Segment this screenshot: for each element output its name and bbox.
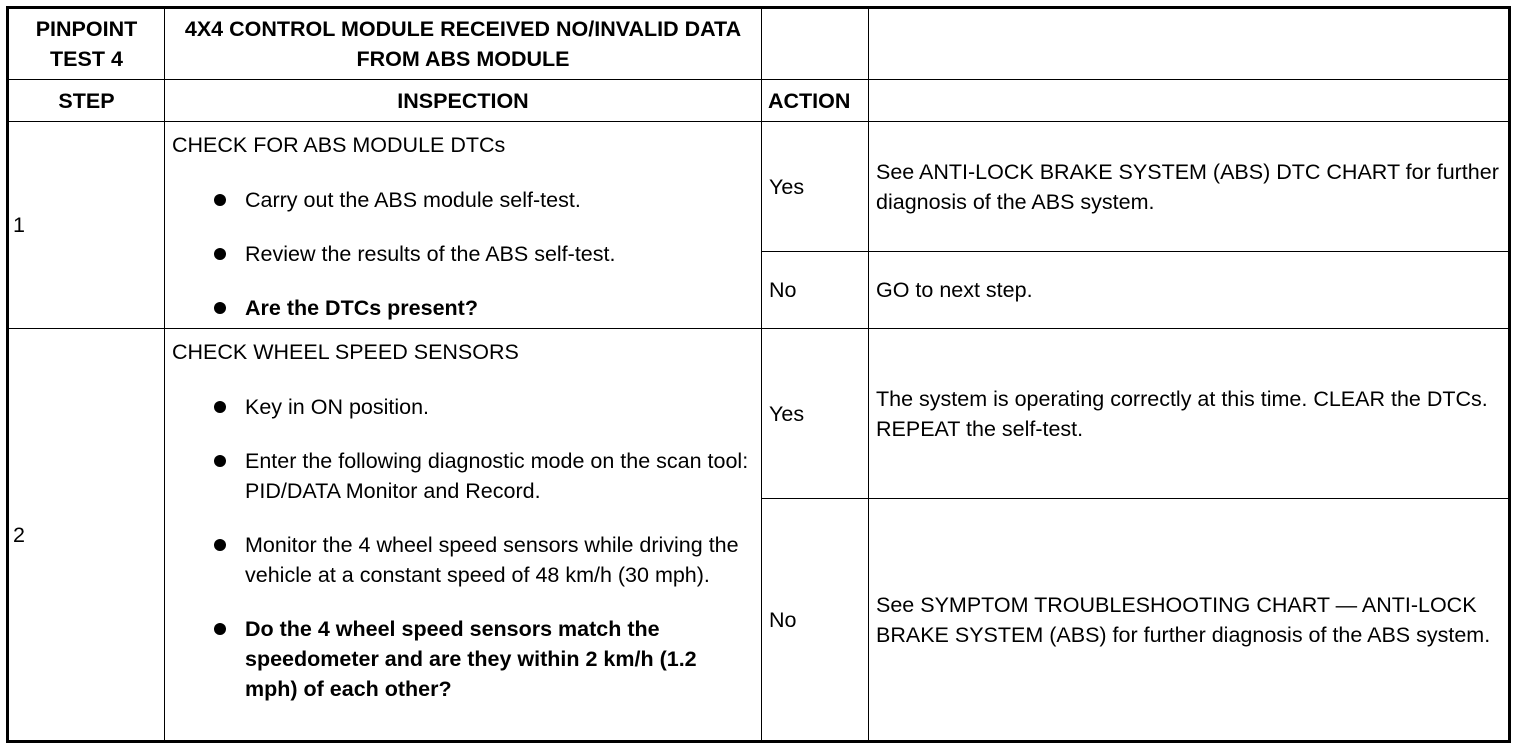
inspection-column-header: INSPECTION bbox=[165, 80, 762, 122]
column-header-row bbox=[8, 80, 1510, 122]
action-result: GO to next step. bbox=[869, 252, 1510, 329]
action-result: See ANTI-LOCK BRAKE SYSTEM (ABS) DTC CHART for further diagnosis of the ABS system. bbox=[869, 122, 1510, 252]
step-column-header: STEP bbox=[8, 80, 165, 122]
header-blank-cell bbox=[762, 8, 869, 80]
header-blank-cell bbox=[869, 8, 1510, 80]
step-inspection bbox=[165, 122, 762, 329]
step-title: CHECK FOR ABS MODULE DTCs bbox=[172, 133, 506, 157]
step-bullet: Monitor the 4 wheel speed sensors while driving the vehicle at a constant speed of 48 km/h (30 mph). bbox=[245, 530, 754, 590]
action-column-header: ACTION bbox=[762, 80, 869, 122]
step-bullet: Carry out the ABS module self-test. bbox=[245, 185, 754, 215]
step-1-yes-row bbox=[8, 122, 1510, 252]
step-question: Are the DTCs present? bbox=[245, 293, 754, 323]
step-bullet-list bbox=[172, 392, 754, 704]
pinpoint-test-sheet bbox=[6, 6, 1508, 740]
step-2-yes-row bbox=[8, 329, 1510, 499]
test-id: PINPOINT TEST 4 bbox=[8, 8, 165, 80]
action-answer-no: No bbox=[762, 252, 869, 329]
step-bullet: Review the results of the ABS self-test. bbox=[245, 239, 754, 269]
action-answer-yes: Yes bbox=[762, 329, 869, 499]
action-answer-no: No bbox=[762, 499, 869, 742]
pinpoint-test-table bbox=[6, 6, 1511, 743]
step-bullet: Enter the following diagnostic mode on the scan tool: PID/DATA Monitor and Record. bbox=[245, 446, 754, 506]
step-inspection bbox=[165, 329, 762, 742]
step-question: Do the 4 wheel speed sensors match the speedometer and are they within 2 km/h (1.2 mph) of each other? bbox=[245, 614, 754, 704]
step-bullet-list bbox=[172, 185, 754, 323]
test-title: 4X4 CONTROL MODULE RECEIVED NO/INVALID DATA FROM ABS MODULE bbox=[165, 8, 762, 80]
step-number: 2 bbox=[8, 329, 165, 742]
step-bullet: Key in ON position. bbox=[245, 392, 754, 422]
title-row bbox=[8, 8, 1510, 80]
action-blank-cell bbox=[869, 80, 1510, 122]
action-answer-yes: Yes bbox=[762, 122, 869, 252]
step-number: 1 bbox=[8, 122, 165, 329]
step-title: CHECK WHEEL SPEED SENSORS bbox=[172, 340, 519, 364]
action-result: The system is operating correctly at this time. CLEAR the DTCs. REPEAT the self-test. bbox=[869, 329, 1510, 499]
action-result: See SYMPTOM TROUBLESHOOTING CHART — ANTI-LOCK BRAKE SYSTEM (ABS) for further diagnosis of the ABS system. bbox=[869, 499, 1510, 742]
